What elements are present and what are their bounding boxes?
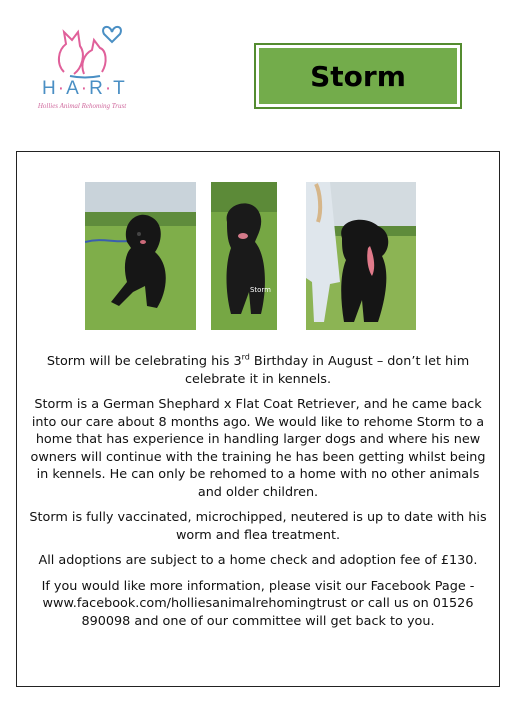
photo-watermark: Storm: [249, 286, 271, 294]
hart-wordmark: [42, 78, 127, 100]
birthday-paragraph: [23, 353, 493, 388]
birthday-text-end: Birthday in August – don’t let him celebrate it in kennels.: [184, 354, 470, 387]
title-banner: [254, 43, 462, 109]
content-card: [16, 151, 500, 687]
brand-letter: A: [66, 78, 81, 99]
birthday-text-start: Storm will be celebrating his 3: [46, 354, 242, 369]
page-title: Storm: [310, 59, 406, 93]
health-paragraph: Storm is fully vaccinated, microchipped, neutered is up to date with his worm and flea treatment.: [29, 510, 487, 543]
brand-letter: H: [42, 78, 58, 99]
description-text: [23, 353, 493, 638]
background-paragraph: Storm is a German Shephard x Flat Coat Retriever, and he came back into our care about 8 months ago. We would like to rehome Storm to a home that has experience in handling larger dogs and where his new owners will continue with the training he has been getting whilst being in kennels. He can only be rehomed to a home with no other animals and older children.: [30, 397, 486, 500]
hart-logo: [30, 20, 130, 120]
org-name: Hollies Animal Rehoming Trust: [37, 102, 127, 110]
adoption-fee-paragraph: All adoptions are subject to a home check and adoption fee of £130.: [38, 553, 478, 568]
cat-dog-heart-icon: [30, 20, 130, 80]
brand-sep: ·: [57, 78, 67, 99]
dog-photo-1: [85, 182, 196, 330]
dog-photo-3: [306, 182, 416, 330]
brand-letter: R: [89, 78, 105, 99]
dog-with-person-image: [306, 182, 416, 330]
brand-sep: ·: [104, 78, 114, 99]
dog-on-grass-image: [85, 182, 196, 330]
dog-photo-2: [211, 182, 277, 330]
contact-paragraph: If you would like more information, please visit our Facebook Page - www.facebook.com/holliesanimalrehomingtrust or call us on 01526 890098 and one of our committee will get back to you.: [41, 578, 475, 629]
brand-sep: ·: [80, 78, 90, 99]
ordinal-suffix: rd: [241, 352, 250, 362]
brand-letter: T: [113, 78, 127, 99]
dog-sitting-image: [211, 182, 277, 330]
